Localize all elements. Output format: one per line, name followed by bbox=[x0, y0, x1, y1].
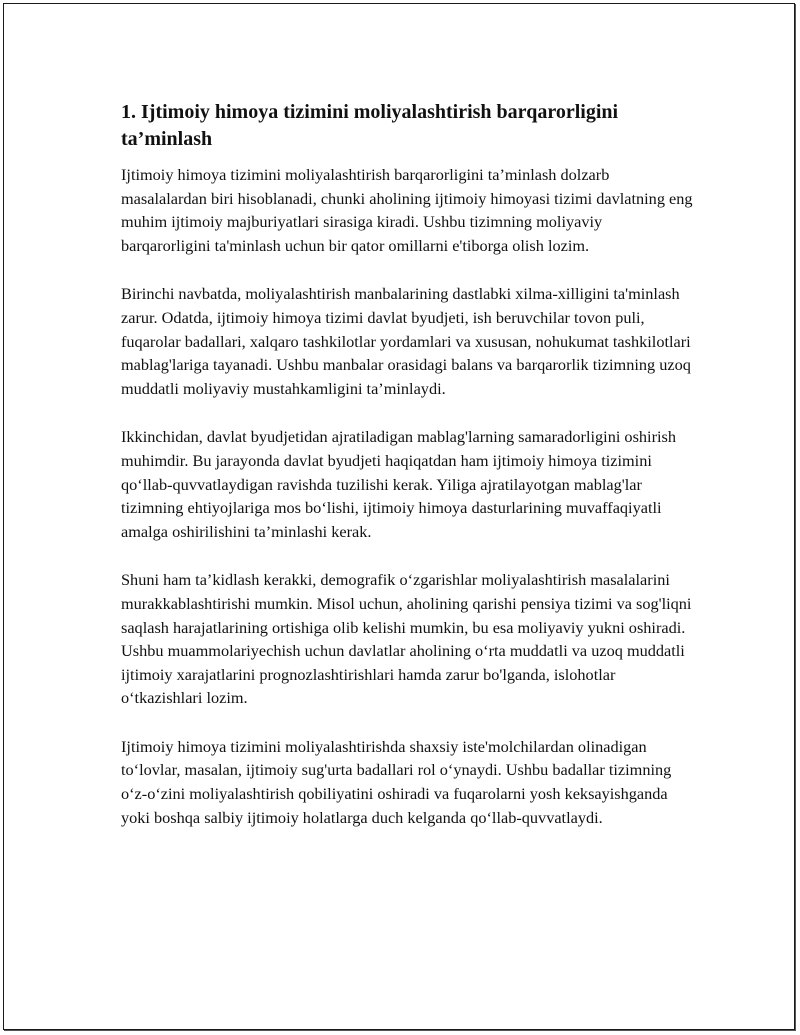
page-frame bbox=[3, 3, 795, 1030]
paragraph-1: Ijtimoiy himoya tizimini moliyalashtirish barqarorligini ta’minlash dolzarb masalalardan biri hisoblanadi, chunki aholining ijtimoiy himoyasi tizimi davlatning eng muhim ijtimoiy majburiyatlari sirasiga kiradi. Ushbu tizimning moliyaviy barqarorligini ta'minlash uchun bir qator omillarni e'tiborga olish lozim. bbox=[121, 165, 693, 255]
paragraph-3: Ikkinchidan, davlat byudjetidan ajratiladigan mablag'larning samaradorligini oshirish muhimdir. Bu jarayonda davlat byudjeti haqiqatdan ham ijtimoiy himoya tizimini qo‘llab-quvvatlaydigan ravishda tuzilishi kerak. Yiliga ajratilayotgan mablag'lar tizimning ehtiyojlariga mos bo‘lishi, ijtimoiy himoya dasturlarining muvaffaqiyatli amalga oshirilishini ta’minlashi kerak. bbox=[121, 427, 676, 541]
paragraph-2: Birinchi navbatda, moliyalashtirish manbalarining dastlabki xilma-xilligini ta'minlash zarur. Odatda, ijtimoiy himoya tizimi davlat byudjeti, ish beruvchilar tovon puli, fuqarolar badallari, xalqaro tashkilotlar yordamlari va xususan, nohukumat tashkilotlari mablag'lariga tayanadi. Ushbu manbalar orasidagi balans va barqarorlik tizimning uzoq muddatli moliyaviy mustahkamligini ta’minlaydi. bbox=[121, 284, 691, 398]
paragraph-4: Shuni ham ta’kidlash kerakki, demografik o‘zgarishlar moliyalashtirish masalalarini murakkablashtirishi mumkin. Misol uchun, aholining qarishi pensiya tizimi va sog'liqni saqlash harajatlarining ortishiga olib kelishi mumkin, bu esa moliyaviy yukni oshiradi. Ushbu muammolariyechish uchun davlatlar aholining o‘rta muddatli va uzoq muddatli ijtimoiy xarajatlarini prognozlashtirishlari hamda zarur bo'lganda, islohotlar o‘tkazishlari lozim. bbox=[121, 570, 692, 708]
document-body bbox=[121, 99, 693, 829]
paragraph-5: Ijtimoiy himoya tizimini moliyalashtirishda shaxsiy iste'molchilardan olinadigan to‘lovlar, masalan, ijtimoiy sug'urta badallari rol o‘ynaydi. Ushbu badallar tizimning o‘z-o‘zini moliyalashtirish qobiliyatini oshiradi va fuqarolarni yosh keksayishganda yoki boshqa salbiy ijtimoiy holatlarga duch kelganda qo‘llab-quvvatlaydi. bbox=[121, 736, 672, 827]
section-heading: 1. Ijtimoiy himoya tizimini moliyalashtirish barqarorligini ta’minlash bbox=[121, 101, 619, 150]
